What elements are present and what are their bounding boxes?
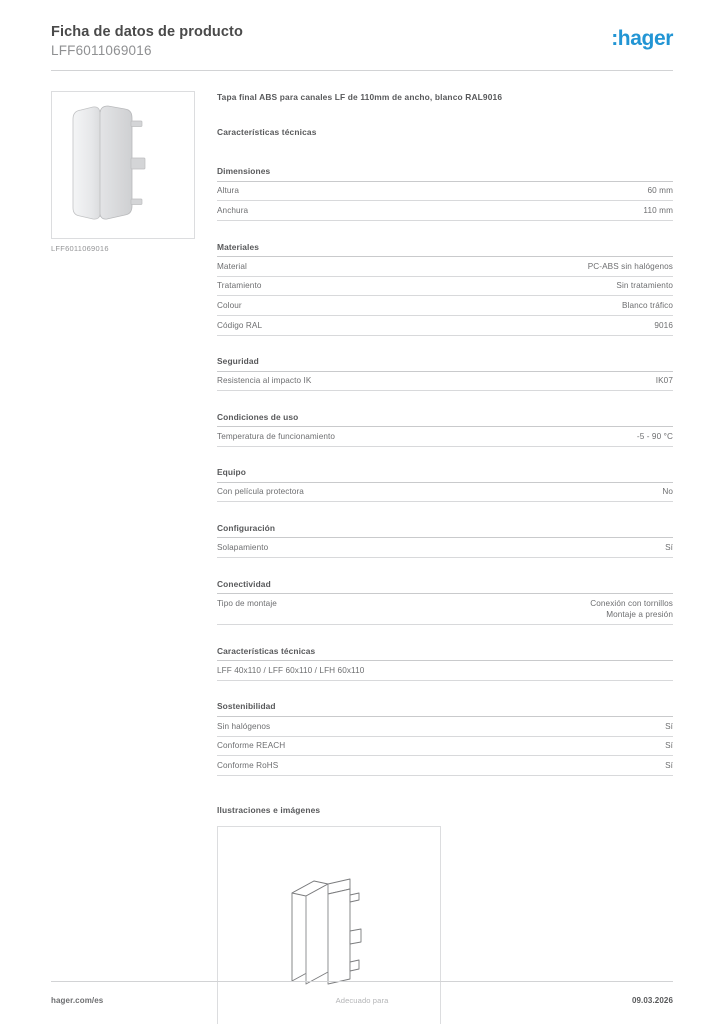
table-row — [217, 372, 673, 391]
spec-value — [481, 276, 673, 296]
spec-group-title: Dimensiones — [217, 166, 673, 182]
table-row — [217, 483, 673, 502]
spec-label: Material — [217, 257, 481, 276]
spec-group-title: Condiciones de uso — [217, 412, 673, 428]
spec-label: Conforme REACH — [217, 736, 481, 756]
spec-value-line: Blanco tráfico — [621, 300, 673, 310]
table-row — [217, 427, 673, 446]
illustrations-heading: Ilustraciones e imágenes — [217, 804, 321, 815]
spec-table — [217, 427, 673, 447]
main-content — [217, 92, 673, 1024]
product-photo-caption: LFF6011069016 — [51, 244, 109, 253]
spec-group — [217, 646, 673, 681]
spec-value — [481, 257, 673, 276]
spec-label: Con película protectora — [217, 483, 481, 502]
title-block — [51, 22, 243, 60]
spec-group-title: Características técnicas — [217, 646, 673, 662]
spec-value — [481, 372, 673, 391]
spec-table — [217, 182, 673, 221]
spec-group — [217, 701, 673, 775]
spec-value — [481, 182, 673, 201]
product-reference: LFF6011069016 — [51, 43, 152, 59]
spec-label: Tratamiento — [217, 276, 481, 296]
spec-value-line: 9016 — [654, 320, 673, 330]
spec-group — [217, 467, 673, 502]
spec-group — [217, 242, 673, 336]
spec-value-line: No — [662, 487, 673, 497]
footer-date: 09.03.2026 — [631, 996, 673, 1005]
spec-value-line: 60 mm — [647, 186, 673, 196]
footer-website[interactable]: hager.com/es — [51, 996, 104, 1005]
spec-value — [481, 717, 673, 736]
spec-group — [217, 412, 673, 447]
table-row — [217, 736, 673, 756]
spec-value — [481, 594, 673, 625]
spec-label: Anchura — [217, 201, 481, 221]
spec-value — [481, 296, 673, 316]
table-row — [217, 717, 673, 736]
spec-value-line: Sí — [665, 760, 673, 770]
spec-group-title: Seguridad — [217, 356, 673, 372]
spec-value-line: -5 - 90 °C — [636, 431, 673, 441]
table-row — [217, 296, 673, 316]
spec-value — [481, 427, 673, 446]
table-row — [217, 661, 673, 680]
header-divider — [51, 70, 673, 71]
spec-label: Resistencia al impacto IK — [217, 372, 481, 391]
spec-group-title: Configuración — [217, 523, 673, 539]
spec-label: LFF 40x110 / LFF 60x110 / LFH 60x110 — [217, 661, 673, 680]
spec-table — [217, 483, 673, 503]
spec-label: Solapamiento — [217, 538, 481, 557]
spec-value-line: Sí — [665, 543, 673, 553]
spec-group-title: Conectividad — [217, 579, 673, 595]
spec-value — [481, 756, 673, 776]
spec-value — [481, 483, 673, 502]
table-row — [217, 276, 673, 296]
spec-label: Sin halógenos — [217, 717, 481, 736]
spec-group-title: Sostenibilidad — [217, 701, 673, 717]
table-row — [217, 201, 673, 221]
product-photo-image — [63, 103, 183, 227]
table-row — [217, 756, 673, 776]
spec-value-line: Sí — [665, 741, 673, 751]
illustration-box — [217, 826, 441, 1024]
page-title: Ficha de datos de producto — [51, 24, 243, 40]
spec-value — [481, 201, 673, 221]
page-header — [51, 22, 673, 60]
spec-group — [217, 579, 673, 626]
specs-heading: Características técnicas — [217, 127, 317, 138]
spec-label: Tipo de montaje — [217, 594, 481, 625]
spec-groups — [217, 166, 673, 776]
footer-divider — [51, 981, 673, 982]
spec-table — [217, 538, 673, 558]
page-footer — [51, 996, 673, 1005]
spec-table — [217, 372, 673, 392]
product-description: Tapa final ABS para canales LF de 110mm de ancho, blanco RAL9016 — [217, 92, 503, 102]
table-row — [217, 257, 673, 276]
spec-group-title: Materiales — [217, 242, 673, 258]
spec-group — [217, 166, 673, 221]
product-photo — [51, 91, 195, 239]
spec-value-line: Montaje a presión — [606, 610, 673, 620]
spec-label: Conforme RoHS — [217, 756, 481, 776]
spec-value-line: PC-ABS sin halógenos — [587, 261, 673, 271]
spec-value — [481, 736, 673, 756]
spec-value-line: 110 mm — [643, 206, 673, 216]
table-row — [217, 182, 673, 201]
spec-group — [217, 356, 673, 391]
spec-group-title: Equipo — [217, 467, 673, 483]
illustration-technical-drawing — [254, 857, 404, 1017]
table-row — [217, 594, 673, 625]
spec-label: Código RAL — [217, 315, 481, 335]
spec-value-line: IK07 — [655, 376, 673, 386]
spec-table — [217, 594, 673, 625]
spec-label: Colour — [217, 296, 481, 316]
spec-value — [481, 538, 673, 557]
spec-table — [217, 717, 673, 776]
spec-label: Temperatura de funcionamiento — [217, 427, 481, 446]
table-row — [217, 315, 673, 335]
spec-table — [217, 257, 673, 336]
spec-table — [217, 661, 673, 681]
footer-note: Adecuado para — [335, 996, 389, 1005]
spec-value-line: Sí — [665, 721, 673, 731]
spec-group — [217, 523, 673, 558]
spec-value-line: Conexión con tornillos — [590, 598, 673, 608]
hager-logo: :hager — [611, 27, 673, 50]
spec-label: Altura — [217, 182, 481, 201]
table-row — [217, 538, 673, 557]
spec-value — [481, 315, 673, 335]
spec-value-line: Sin tratamiento — [616, 281, 673, 291]
